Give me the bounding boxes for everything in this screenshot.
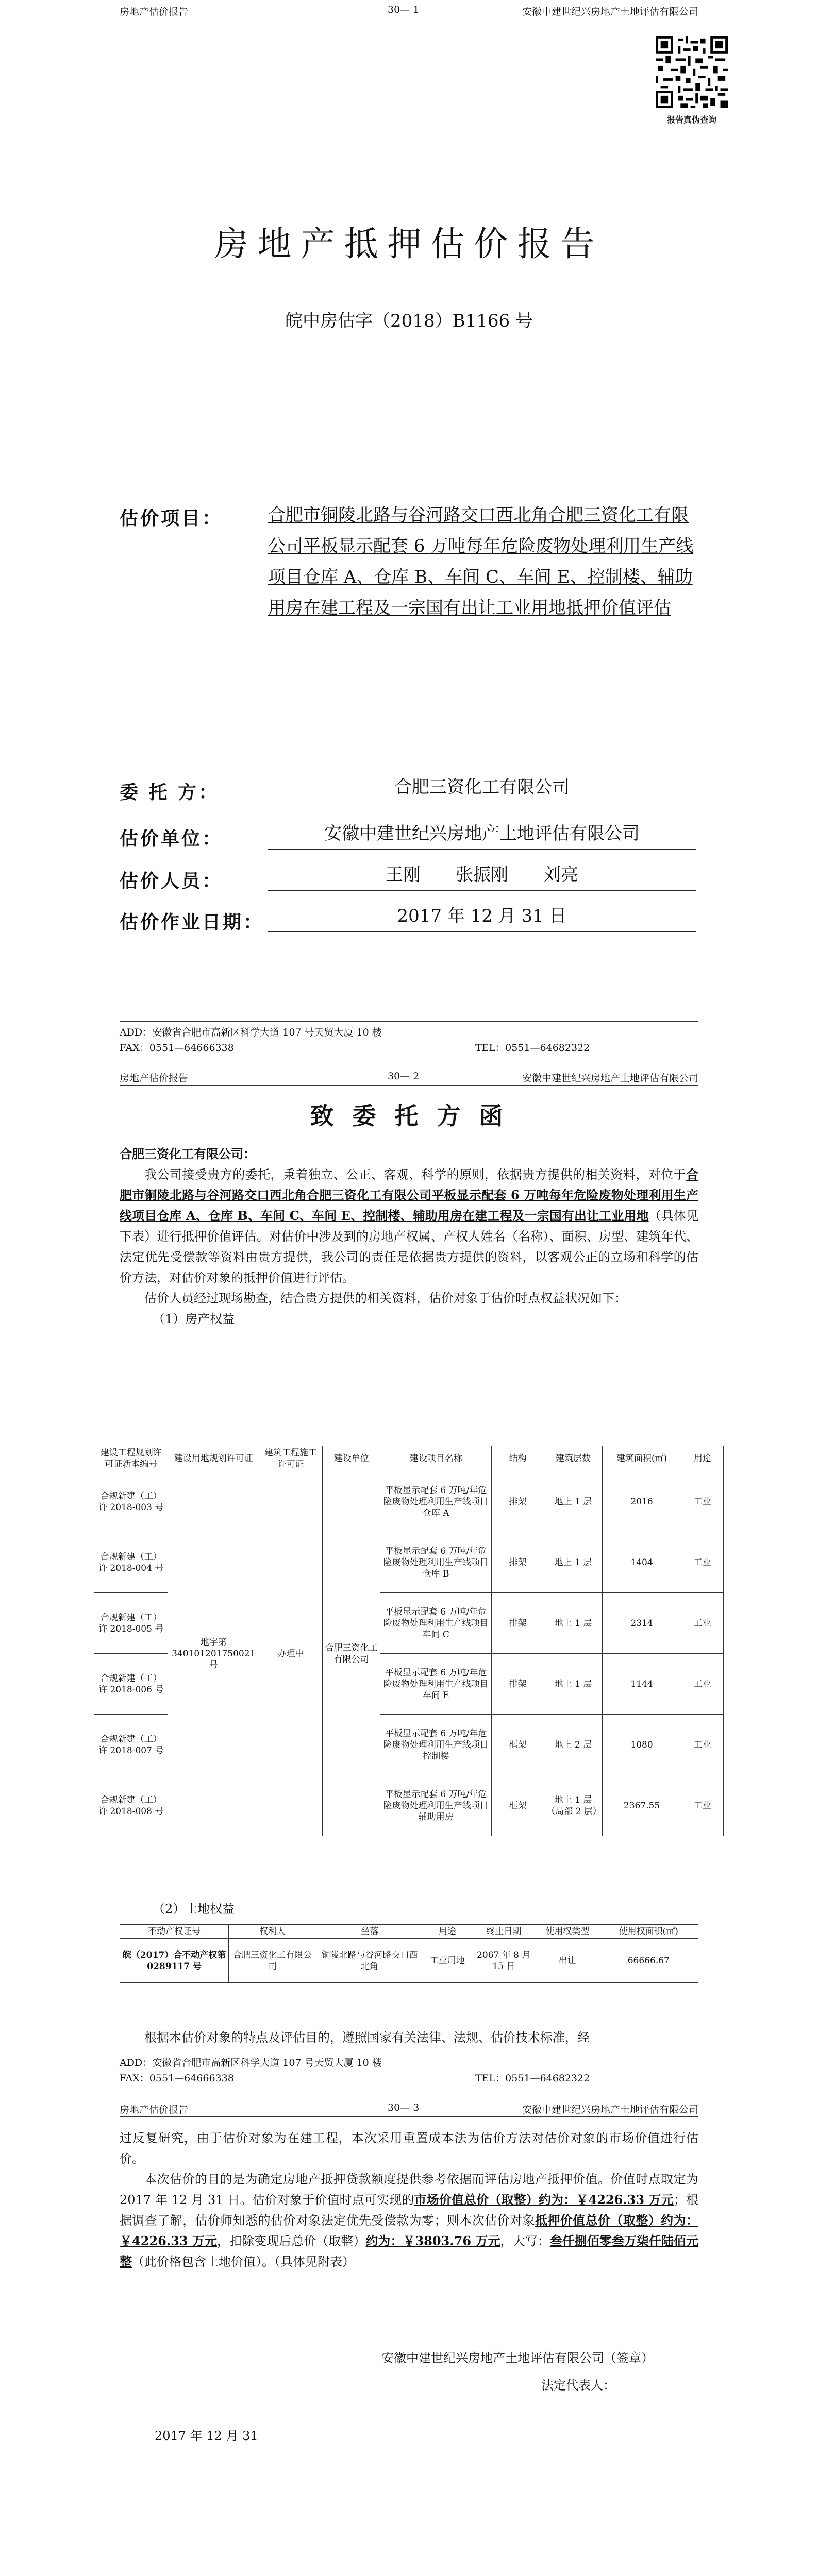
signature-representative: 法定代表人： — [541, 2378, 615, 2393]
header-left: 房地产估价报告 — [120, 2104, 189, 2115]
footer-address: ADD：安徽省合肥市高新区科学大道 107 号天贸大厦 10 楼 — [120, 1027, 382, 1038]
table-row — [120, 1939, 698, 1983]
table-cell: 工业 — [681, 1715, 724, 1775]
table-cell: 地上 1 层 — [544, 1654, 602, 1715]
page3-body — [120, 2128, 698, 2272]
table-cell: 2367.55 — [602, 1775, 681, 1836]
page-header — [120, 1066, 698, 1086]
table-cell: 皖（2017）合不动产权第 0289117 号 — [120, 1939, 229, 1983]
page-footer — [120, 2052, 698, 2086]
client-value: 合肥三资化工有限公司 — [268, 772, 696, 803]
table-header-row — [94, 1446, 724, 1471]
table-cell: 平板显示配套 6 万吨/年危险废物处理利用生产线项目辅助用房 — [380, 1775, 492, 1836]
section-land-rights: （2）土地权益 — [153, 1902, 235, 1916]
table-header-cell: 建设单位 — [322, 1446, 380, 1471]
footer-address: ADD：安徽省合肥市高新区科学大道 107 号天贸大厦 10 楼 — [120, 2057, 382, 2069]
table-cell: 工业 — [681, 1654, 724, 1715]
table-cell: 合肥三资化工有限公司 — [322, 1471, 380, 1836]
table-header-cell: 建筑面积(㎡) — [602, 1446, 681, 1471]
header-page-number: 30— 3 — [388, 2102, 420, 2113]
table-cell: 平板显示配套 6 万吨/年危险废物处理利用生产线项目仓库 A — [380, 1471, 492, 1532]
letter-title: 致 委 托 方 函 — [310, 1102, 508, 1130]
table-cell: 办理中 — [259, 1471, 323, 1836]
header-left: 房地产估价报告 — [120, 6, 189, 18]
table-cell: 框架 — [492, 1715, 544, 1775]
table-cell: 合规新建（工）许 2018-006 号 — [94, 1654, 168, 1715]
table-cell: 合规新建（工）许 2018-005 号 — [94, 1593, 168, 1654]
table-cell: 平板显示配套 6 万吨/年危险废物处理利用生产线项目仓库 B — [380, 1532, 492, 1593]
qr-code-icon[interactable] — [656, 36, 728, 108]
table-cell: 地上 2 层 — [544, 1715, 602, 1775]
table-cell: 工业 — [681, 1593, 724, 1654]
header-page-number: 30— 2 — [388, 1071, 420, 1082]
table-cell: 工业用地 — [423, 1939, 472, 1983]
table-cell: 合规新建（工）许 2018-008 号 — [94, 1775, 168, 1836]
header-page-number: 30— 1 — [388, 4, 420, 15]
table-cell: 平板显示配套 6 万吨/年危险废物处理利用生产线项目车间 C — [380, 1593, 492, 1654]
table-cell: 地字第 340101201750021 号 — [168, 1471, 259, 1836]
table-header-cell: 使用权面积(㎡) — [599, 1925, 698, 1939]
land-rights-table — [120, 1924, 698, 1983]
table-cell: 工业 — [681, 1775, 724, 1836]
letter-body — [120, 1144, 698, 1329]
letter-paragraph-3: 根据本估价对象的特点及评估目的，遵照国家有关法律、法规、估价技术标准，经 — [144, 2030, 590, 2045]
house-rights-table — [94, 1446, 724, 1836]
table-cell: 2314 — [602, 1593, 681, 1654]
footer-fax: FAX：0551—64666338 — [120, 1042, 234, 1054]
table-row — [94, 1471, 724, 1532]
table-cell: 地上 1 层（局部 2 层） — [544, 1775, 602, 1836]
table-cell: 排架 — [492, 1471, 544, 1532]
table-header-cell: 不动产权证号 — [120, 1925, 229, 1939]
table-header-cell: 使用权类型 — [536, 1925, 599, 1939]
letter-addressee: 合肥三资化工有限公司： — [120, 1146, 256, 1161]
table-header-cell: 建筑层数 — [544, 1446, 602, 1471]
header-left: 房地产估价报告 — [120, 1073, 189, 1084]
table-header-cell: 结构 — [492, 1446, 544, 1471]
page-header — [120, 2098, 698, 2117]
table-header-cell: 坐落 — [316, 1925, 423, 1939]
table-cell: 合规新建（工）许 2018-003 号 — [94, 1471, 168, 1532]
page-footer — [120, 1021, 698, 1056]
table-cell: 2067 年 8 月 15 日 — [472, 1939, 536, 1983]
footer-tel: TEL：0551—64682322 — [475, 2073, 590, 2084]
date-label: 估价作业日期： — [120, 911, 264, 933]
staff-label: 估价人员： — [120, 870, 223, 892]
table-cell: 平板显示配套 6 万吨/年危险废物处理利用生产线项目控制楼 — [380, 1715, 492, 1775]
report-title: 房地产抵押估价报告 — [214, 224, 604, 264]
page-header — [120, 0, 698, 19]
table-cell: 1404 — [602, 1532, 681, 1593]
table-header-cell: 终止日期 — [472, 1925, 536, 1939]
table-cell: 合规新建（工）许 2018-007 号 — [94, 1715, 168, 1775]
table-cell: 地上 1 层 — [544, 1471, 602, 1532]
table-cell: 框架 — [492, 1775, 544, 1836]
table-cell: 工业 — [681, 1471, 724, 1532]
date-value: 2017 年 12 月 31 日 — [268, 901, 696, 932]
table-header-cell: 建设用地规划许可证 — [168, 1446, 259, 1471]
staff-value: 王刚 张振刚 刘亮 — [268, 859, 696, 891]
appraiser-label: 估价单位： — [120, 828, 223, 850]
signature-company: 安徽中建世纪兴房地产土地评估有限公司（签章） — [381, 2351, 654, 2365]
table-cell: 地上 1 层 — [544, 1593, 602, 1654]
table-header-cell: 用途 — [681, 1446, 724, 1471]
table-cell: 平板显示配套 6 万吨/年危险废物处理利用生产线项目车间 E — [380, 1654, 492, 1715]
client-label: 委 托 方： — [120, 782, 220, 803]
report-number: 皖中房估字（2018）B1166 号 — [285, 311, 533, 331]
project-label: 估价项目： — [120, 507, 223, 529]
signature-date: 2017 年 12 月 31 — [155, 2429, 258, 2443]
footer-tel: TEL：0551—64682322 — [475, 1042, 590, 1054]
table-cell: 地上 1 层 — [544, 1532, 602, 1593]
table-cell: 1080 — [602, 1715, 681, 1775]
table-cell: 66666.67 — [599, 1939, 698, 1983]
qr-caption: 报告真伪查询 — [666, 115, 716, 125]
header-company: 安徽中建世纪兴房地产土地评估有限公司 — [522, 2104, 698, 2115]
table-header-cell: 建设工程规划许可证新本编号 — [94, 1446, 168, 1471]
table-header-cell: 建筑工程施工许可证 — [259, 1446, 323, 1471]
page3-paragraph-1: 过反复研究，由于估价对象为在建工程，本次采用重置成本法为估价方法对估价对象的市场价值进行估价。 — [120, 2131, 698, 2166]
letter-paragraph-1: 我公司接受贵方的委托，秉着独立、公正、客观、科学的原则，依据贵方提供的相关资料，对位于合肥市铜陵北路与谷河路交口西北角合肥三资化工有限公司平板显示配套 6 万吨每年危险废物处理利用生产线项目仓库 A、仓库 B、车间 C、车间 E、控制楼、辅助用房在建工程及一宗国有出让工业用地（具体见下表）进行抵押价值评估。对估价中涉及到的房地产权属、产权人姓名（名称）、面积、房型、建筑年代、法定优先受偿款等资料由贵方提供，我公司的责任是依据贵方提供的资料，以客观公正的立场和科学的估价方法，对估价对象的抵押价值进行评估。 — [120, 1167, 698, 1285]
header-company: 安徽中建世纪兴房地产土地评估有限公司 — [522, 6, 698, 18]
header-company: 安徽中建世纪兴房地产土地评估有限公司 — [522, 1073, 698, 1084]
table-cell: 排架 — [492, 1593, 544, 1654]
page3-paragraph-2: 本次估价的目的是为确定房地产抵押贷款额度提供参考依据而评估房地产抵押价值。价值时点取定为 2017 年 12 月 31 日。估价对象于价值时点可实现的市场价值总价（取整）约为：￥4226.33 万元；根据调查了解，估价师知悉的估价对象法定优先受偿款为零；则本次估价对象抵押价值总价（取整）约为：￥4226.33 万元，扣除变现后总价（取整）约为：￥3803.76 万元，大写：叁仟捌佰零叁万柒仟陆佰元整（此价格包含土地价值）。（具体见附表） — [120, 2172, 699, 2269]
table-header-cell: 用途 — [423, 1925, 472, 1939]
table-header-cell: 建设项目名称 — [380, 1446, 492, 1471]
table-cell: 排架 — [492, 1654, 544, 1715]
letter-paragraph-2: 估价人员经过现场勘查，结合贵方提供的相关资料，估价对象于估价时点权益状况如下： — [144, 1291, 627, 1306]
footer-fax: FAX：0551—64666338 — [120, 2073, 234, 2084]
appraiser-value: 安徽中建世纪兴房地产土地评估有限公司 — [268, 818, 696, 850]
table-cell: 合规新建（工）许 2018-004 号 — [94, 1532, 168, 1593]
table-cell: 工业 — [681, 1532, 724, 1593]
table-cell: 1144 — [602, 1654, 681, 1715]
table-header-row — [120, 1925, 698, 1939]
project-value: 合肥市铜陵北路与谷河路交口西北角合肥三资化工有限公司平板显示配套 6 万吨每年危险废物处理利用生产线项目仓库 A、仓库 B、车间 C、车间 E、控制楼、辅助用房在建工程及一宗国有出让工业用地抵押价值评估 — [268, 505, 694, 618]
table-cell: 2016 — [602, 1471, 681, 1532]
table-cell: 铜陵北路与谷河路交口西北角 — [316, 1939, 423, 1983]
table-cell: 合肥三资化工有限公司 — [229, 1939, 316, 1983]
table-cell: 排架 — [492, 1532, 544, 1593]
table-cell: 出让 — [536, 1939, 599, 1983]
table-header-cell: 权利人 — [229, 1925, 316, 1939]
section-house-rights: （1）房产权益 — [153, 1312, 235, 1326]
